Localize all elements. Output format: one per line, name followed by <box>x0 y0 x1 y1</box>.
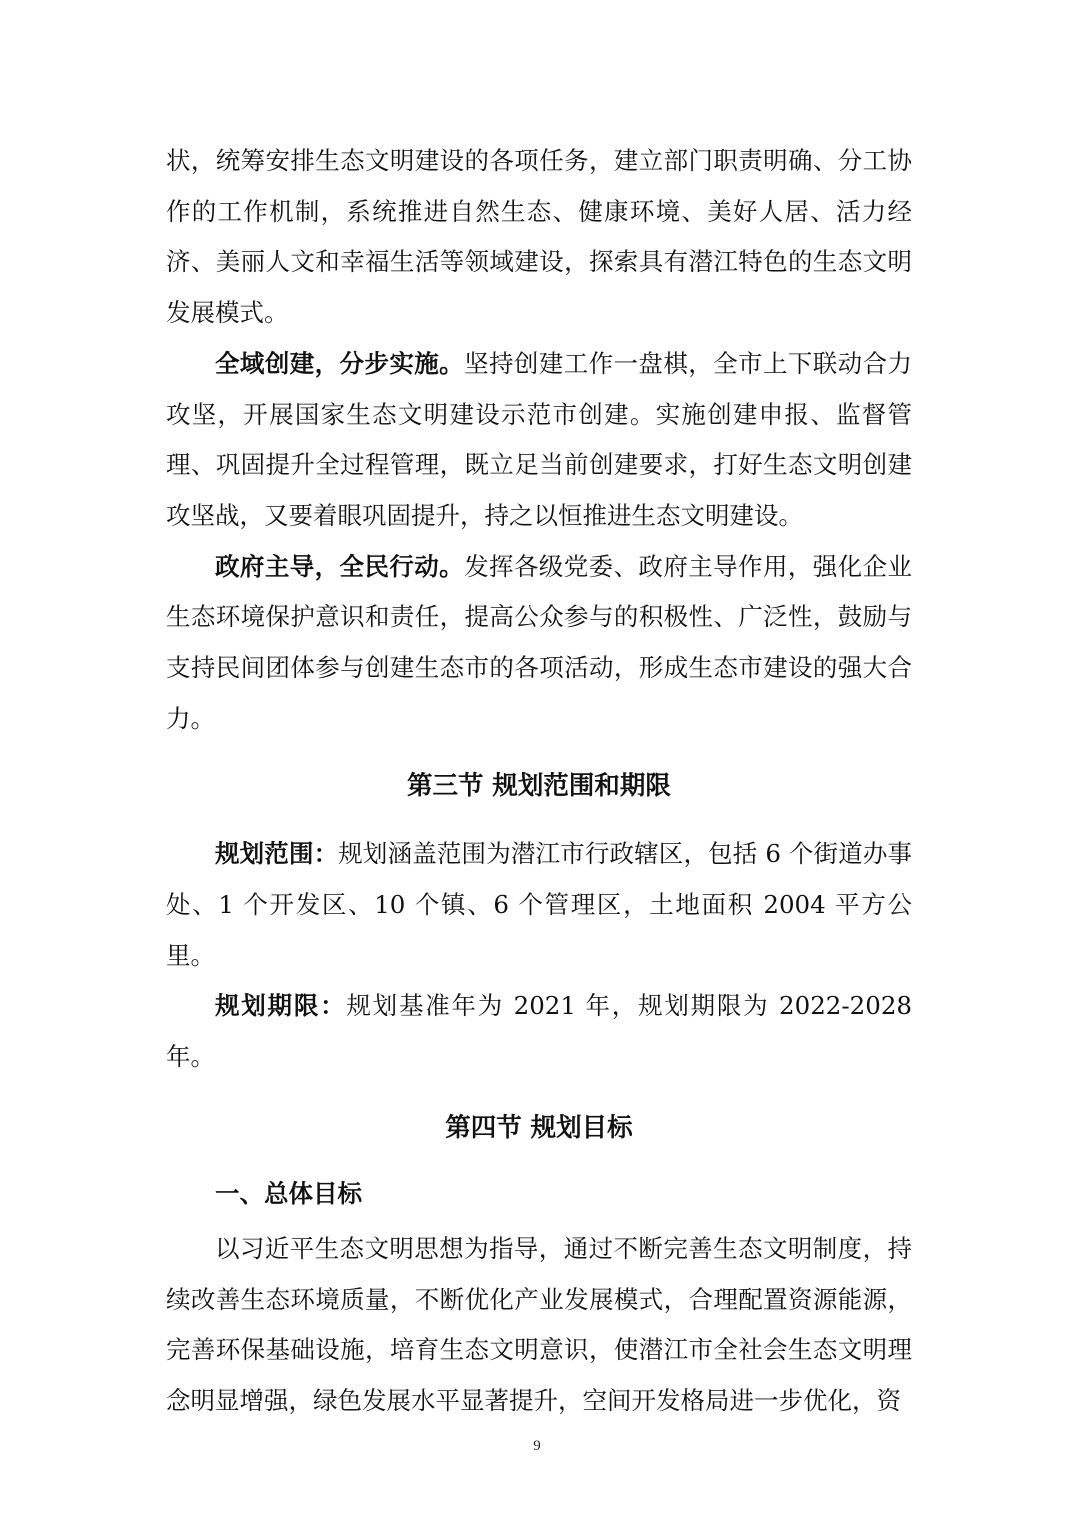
period-body: 规划基准年为 2021 年，规划期限为 2022-2028 年。 <box>166 991 912 1071</box>
principle-body: 坚持创建工作一盘棋，全市上下联动合力攻坚，开展国家生态文明建设示范市创建。实施创建申报、监督管理、巩固提升全过程管理，既立足当前创建要求，打好生态文明创建攻坚战，又要着眼巩固提升，持之以恒推进生态文明建设。 <box>166 348 913 530</box>
page-number: 9 <box>533 1438 541 1454</box>
principle-body: 发挥各级党委、政府主导作用，强化企业生态环境保护意识和责任，提高公众参与的积极性、广泛性，鼓励与支持民间团体参与创建生态市的各项活动，形成生态市建设的强大合力。 <box>166 551 913 733</box>
scope-body: 规划涵盖范围为潜江市行政辖区，包括 6 个街道办事处、1 个开发区、10 个镇、6 个管理区，土地面积 2004 平方公里。 <box>166 839 912 970</box>
section-heading-scope-period: 第三节 规划范围和期限 <box>407 771 671 802</box>
scope-lead: 规划范围： <box>215 839 339 869</box>
subheading-overall-goal: 一、总体目标 <box>215 1179 362 1209</box>
paragraph-overall-goal: 以习近平生态文明思想为指导，通过不断完善生态文明制度，持续改善生态环境质量，不断优化产业发展模式，合理配置资源能源，完善环保基础设施，培育生态文明意识，使潜江市全社会生态文明理念明显增强，绿色发展水平显著提升，空间开发格局进一步优化，资 <box>166 1234 912 1416</box>
document-page <box>166 136 912 1427</box>
paragraph-principle-citywide <box>166 339 912 542</box>
paragraph-continuation: 状，统筹安排生态文明建设的各项任务，建立部门职责明确、分工协作的工作机制，系统推进自然生态、健康环境、美好人居、活力经济、美丽人文和幸福生活等领域建设，探索具有潜江特色的生态文明发展模式。 <box>166 146 912 328</box>
principle-lead: 政府主导，全民行动。 <box>215 551 465 581</box>
paragraph-planning-period <box>166 981 912 1082</box>
period-lead: 规划期限： <box>215 991 347 1021</box>
section-heading-goals: 第四节 规划目标 <box>445 1112 633 1143</box>
paragraph-principle-government <box>166 542 912 745</box>
paragraph-planning-scope <box>166 829 912 981</box>
principle-lead: 全域创建，分步实施。 <box>215 348 465 378</box>
